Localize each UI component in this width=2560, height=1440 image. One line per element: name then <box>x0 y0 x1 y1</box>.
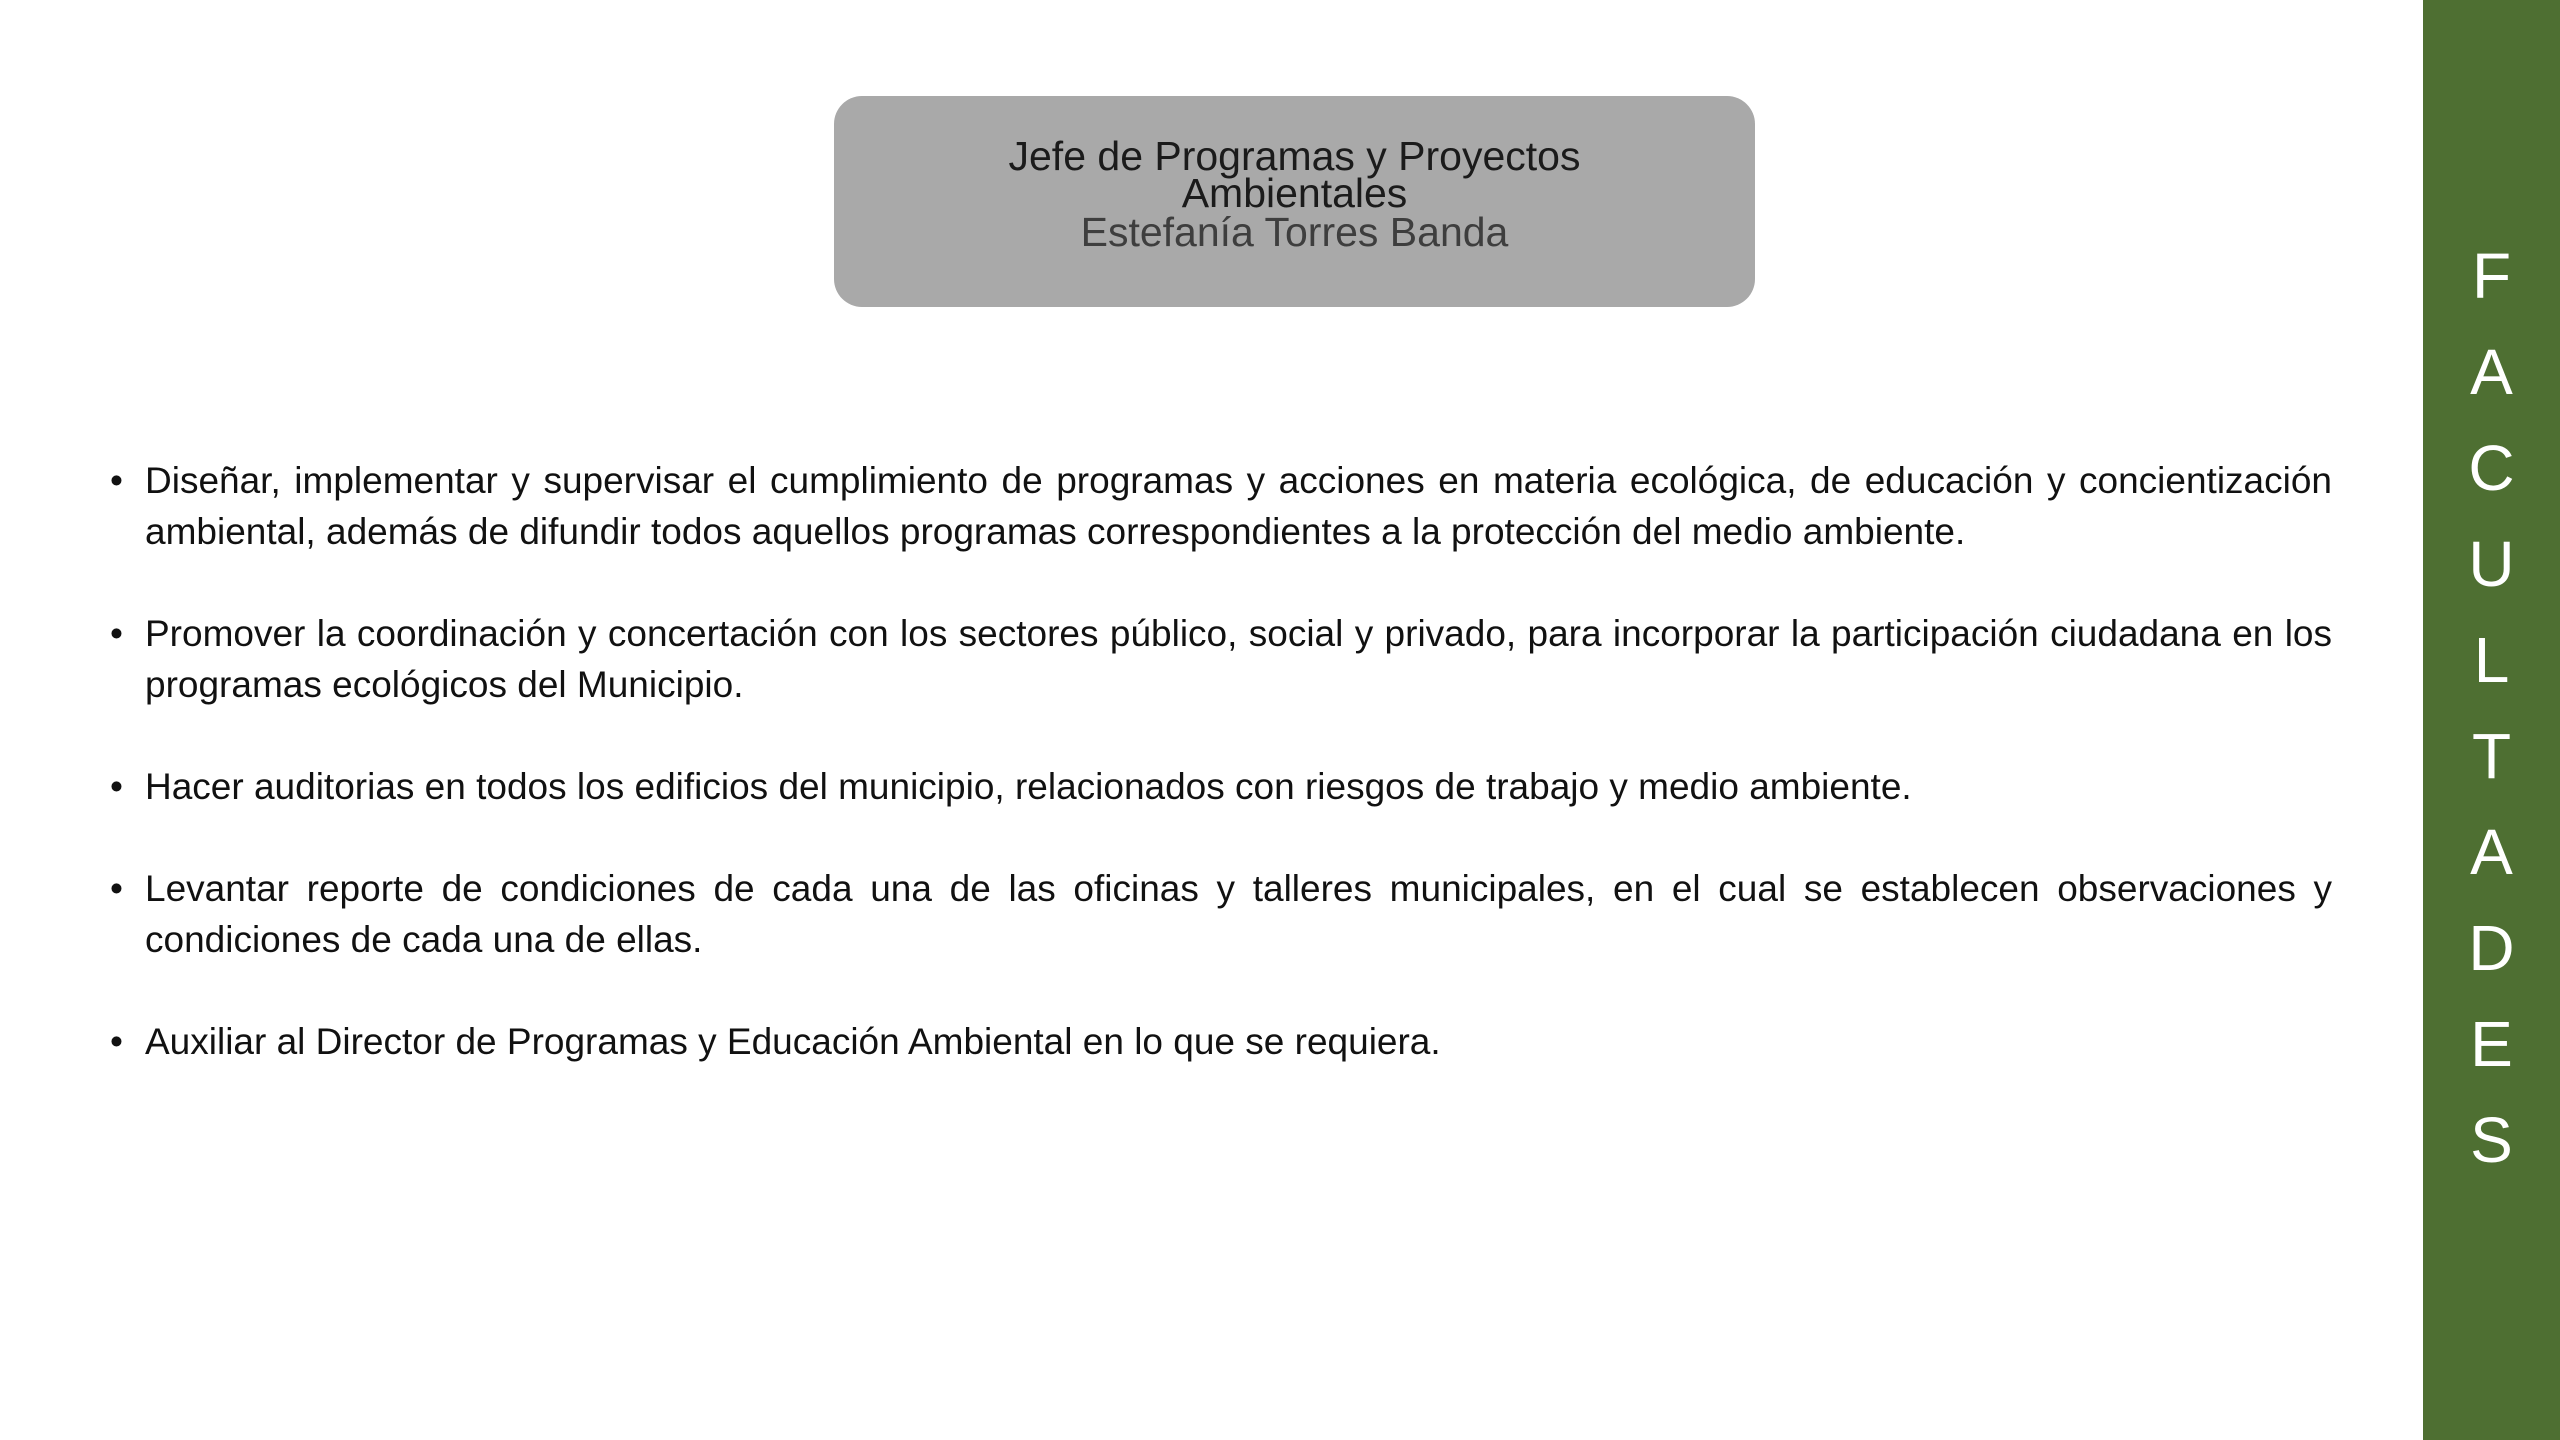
sidebar-letter: A <box>2470 816 2513 888</box>
bullet: • <box>110 613 123 654</box>
bullet: • <box>110 766 123 807</box>
duty-text: Hacer auditorias en todos los edificios del municipio, relacionados con riesgos de trabajo y medio ambiente. <box>145 766 1912 807</box>
duty-text: Auxiliar al Director de Programas y Educación Ambiental en lo que se requiera. <box>145 1021 1441 1062</box>
sidebar-letter: D <box>2468 912 2515 984</box>
sidebar-letter: F <box>2471 240 2512 312</box>
duty-item <box>110 455 2332 557</box>
person-name: Estefanía Torres Banda <box>1080 209 1509 255</box>
sidebar-title <box>2423 228 2560 1188</box>
duty-item <box>110 1016 2332 1067</box>
sidebar-letter: E <box>2470 1008 2513 1080</box>
bullet: • <box>110 868 123 909</box>
sidebar-letter: T <box>2471 720 2512 792</box>
job-title: Jefe de Programas y Proyectos Ambientales <box>1008 133 1581 216</box>
duty-text: Diseñar, implementar y supervisar el cumplimiento de programas y acciones en materia ecológica, de educación y concientización ambiental, además de difundir todos aquellos programas correspondientes a la protección del medio ambiente. <box>145 460 2332 552</box>
title-box <box>834 96 1755 307</box>
sidebar-letter: L <box>2473 624 2510 696</box>
duties-list <box>110 455 2332 1118</box>
sidebar-letter: A <box>2470 336 2513 408</box>
sidebar-letter: S <box>2470 1104 2513 1176</box>
duty-text: Promover la coordinación y concertación con los sectores público, social y privado, para incorporar la participación ciudadana en los programas ecológicos del Municipio. <box>145 613 2332 705</box>
sidebar-letter: C <box>2468 432 2515 504</box>
bullet: • <box>110 1021 123 1062</box>
duty-item <box>110 761 2332 812</box>
duty-text: Levantar reporte de condiciones de cada una de las oficinas y talleres municipales, en el cual se establecen observaciones y condiciones de cada una de ellas. <box>145 868 2332 960</box>
duty-item <box>110 608 2332 710</box>
duty-item <box>110 863 2332 965</box>
facultades-sidebar <box>2423 0 2560 1440</box>
bullet: • <box>110 460 123 501</box>
sidebar-letter: U <box>2468 528 2515 600</box>
